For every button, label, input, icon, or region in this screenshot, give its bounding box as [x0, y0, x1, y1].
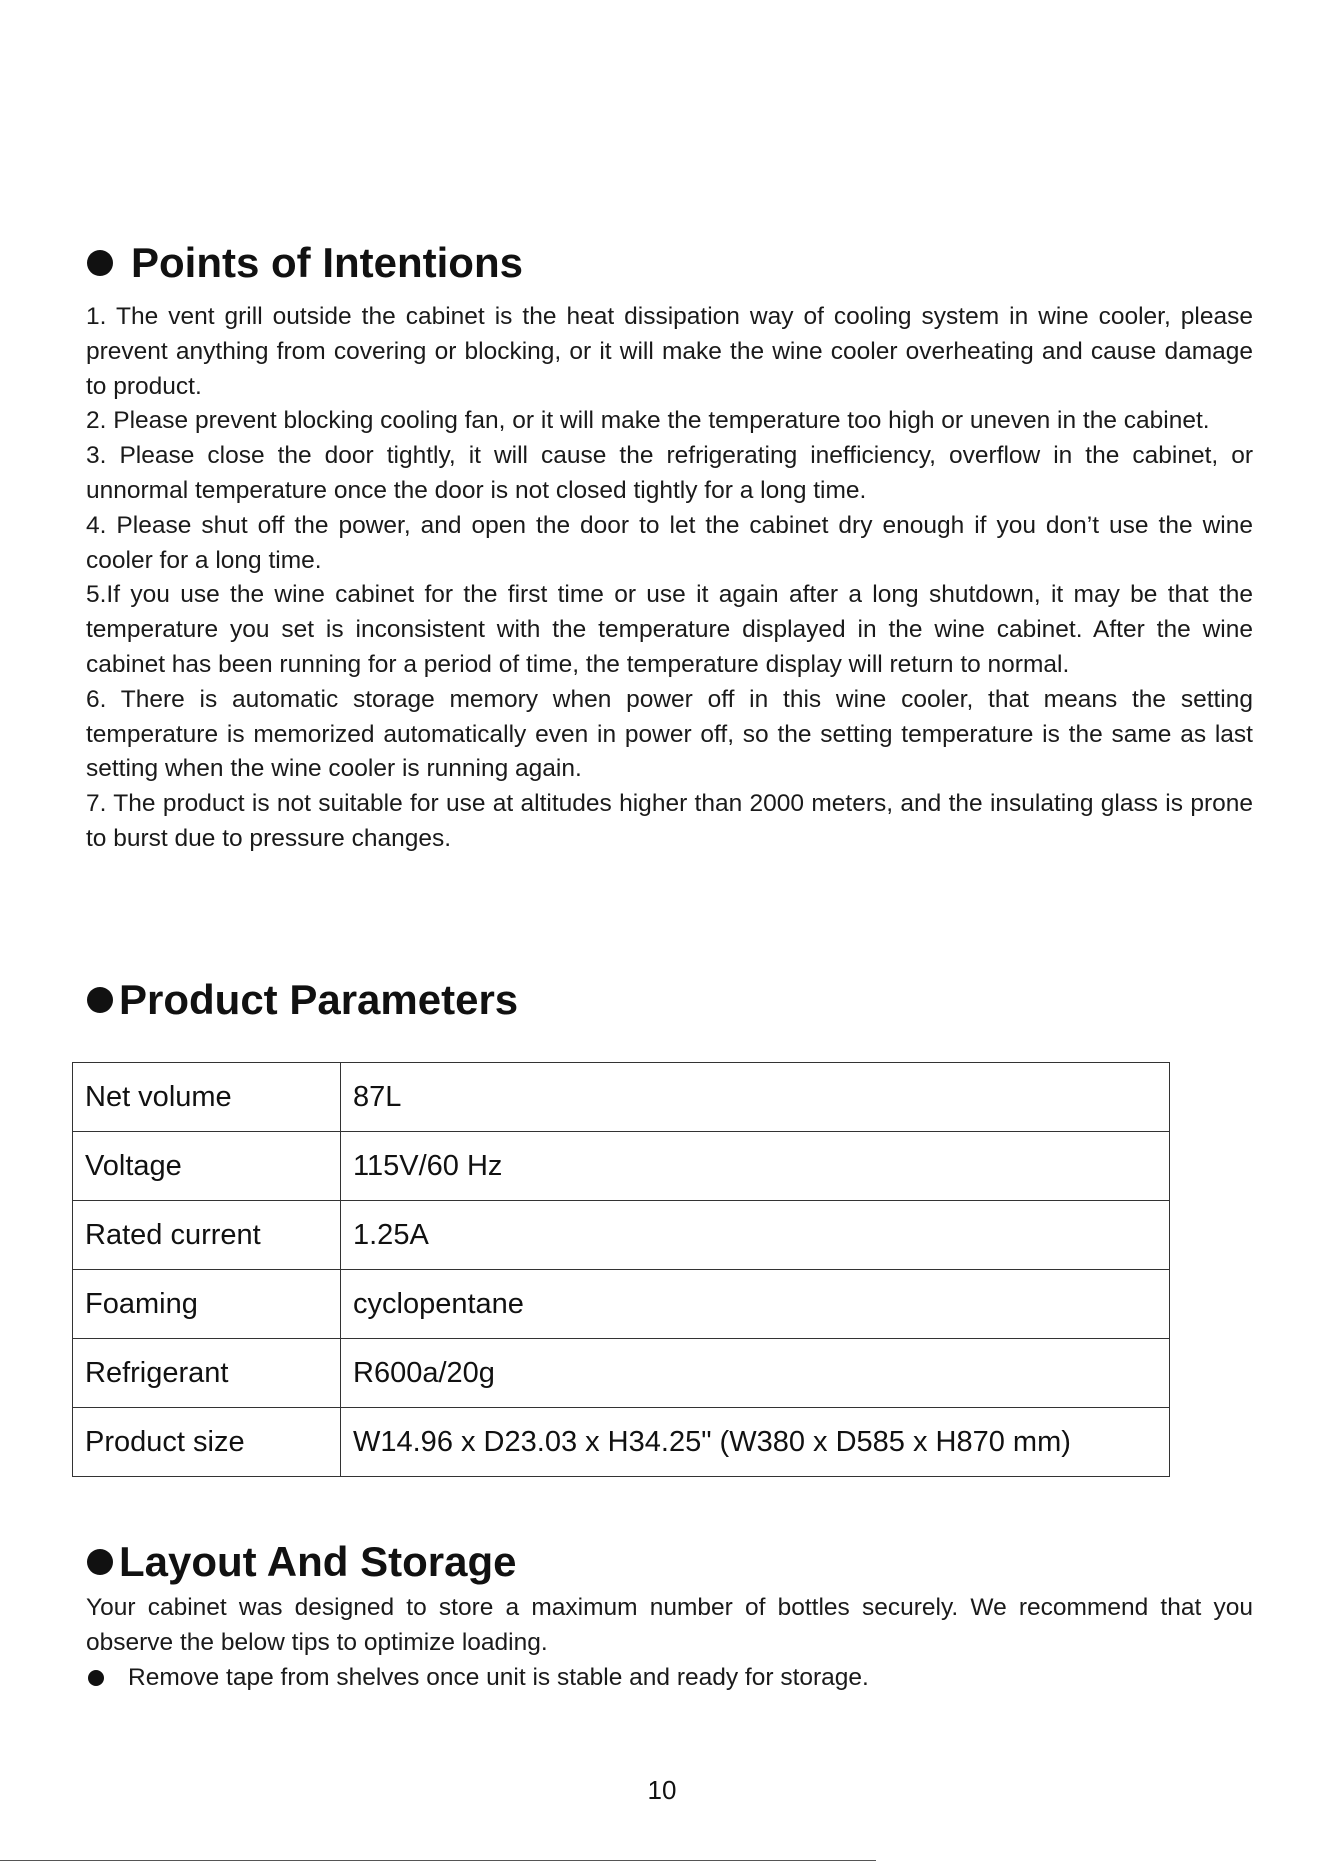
- list-item: 6. There is automatic storage memory when power off in this wine cooler, that means the setting temperature is memorized automatically even in power off, so the setting temperature is the same as last setting when the wine cooler is running again.: [86, 685, 1253, 783]
- list-item: 3. Please close the door tightly, it will cause the refrigerating inefficiency, overflow in the cabinet, or unnormal temperature once the door is not closed tightly for a long time.: [86, 442, 1253, 504]
- layout-storage-body: [86, 1591, 1253, 1695]
- param-label: Voltage: [73, 1132, 341, 1201]
- param-value: 115V/60 Hz: [341, 1132, 1170, 1201]
- section-title-text: Points of Intentions: [131, 239, 523, 286]
- section-title-text: Layout And Storage: [119, 1538, 517, 1585]
- section-title-product-parameters: [87, 976, 518, 1024]
- table-row: [73, 1132, 1170, 1201]
- param-value: 1.25A: [341, 1201, 1170, 1270]
- param-value: 87L: [341, 1063, 1170, 1132]
- table-row: [73, 1201, 1170, 1270]
- param-value: W14.96 x D23.03 x H34.25" (W380 x D585 x H870 mm): [341, 1408, 1170, 1477]
- bullet-icon: [88, 1670, 104, 1686]
- list-item: 5.If you use the wine cabinet for the first time or use it again after a long shutdown, it may be that the temperature you set is inconsistent with the temperature displayed in the wine cabinet. After the wine cabinet has been running for a period of time, the temperature display will return to normal.: [86, 581, 1253, 678]
- list-item: 7. The product is not suitable for use at altitudes higher than 2000 meters, and the insulating glass is prone to burst due to pressure changes.: [86, 790, 1253, 852]
- bullet-icon: [87, 1549, 113, 1575]
- bullet-icon: [87, 987, 113, 1013]
- param-label: Refrigerant: [73, 1339, 341, 1408]
- param-value: cyclopentane: [341, 1270, 1170, 1339]
- list-item: 4. Please shut off the power, and open the door to let the cabinet dry enough if you don’t use the wine cooler for a long time.: [86, 511, 1253, 574]
- list-item: 2. Please prevent blocking cooling fan, or it will make the temperature too high or uneven in the cabinet.: [86, 407, 1210, 435]
- layout-intro: Your cabinet was designed to store a maximum number of bottles securely. We recommend that you observe the below tips to optimize loading.: [86, 1594, 1253, 1656]
- param-label: Product size: [73, 1408, 341, 1477]
- intentions-list: [86, 300, 1253, 857]
- section-title-layout-and-storage: [87, 1538, 516, 1586]
- param-label: Net volume: [73, 1063, 341, 1132]
- list-item: 1. The vent grill outside the cabinet is the heat dissipation way of cooling system in wine cooler, please prevent anything from covering or blocking, or it will make the wine cooler overheating and cause damage to product.: [86, 303, 1253, 400]
- bullet-icon: [87, 250, 113, 276]
- param-label: Foaming: [73, 1270, 341, 1339]
- section-title-text: Product Parameters: [119, 976, 519, 1023]
- page-number: 10: [647, 1775, 677, 1805]
- footer-divider: [0, 1860, 876, 1861]
- table-row: [73, 1063, 1170, 1132]
- section-title-points-of-intentions: [87, 239, 523, 287]
- table-row: [73, 1408, 1170, 1477]
- param-value: R600a/20g: [341, 1339, 1170, 1408]
- param-label: Rated current: [73, 1201, 341, 1270]
- table-row: [73, 1339, 1170, 1408]
- table-row: [73, 1270, 1170, 1339]
- product-parameters-table: [72, 1062, 1170, 1477]
- list-item: [86, 1661, 1253, 1696]
- tip-text: Remove tape from shelves once unit is stable and ready for storage.: [128, 1663, 869, 1691]
